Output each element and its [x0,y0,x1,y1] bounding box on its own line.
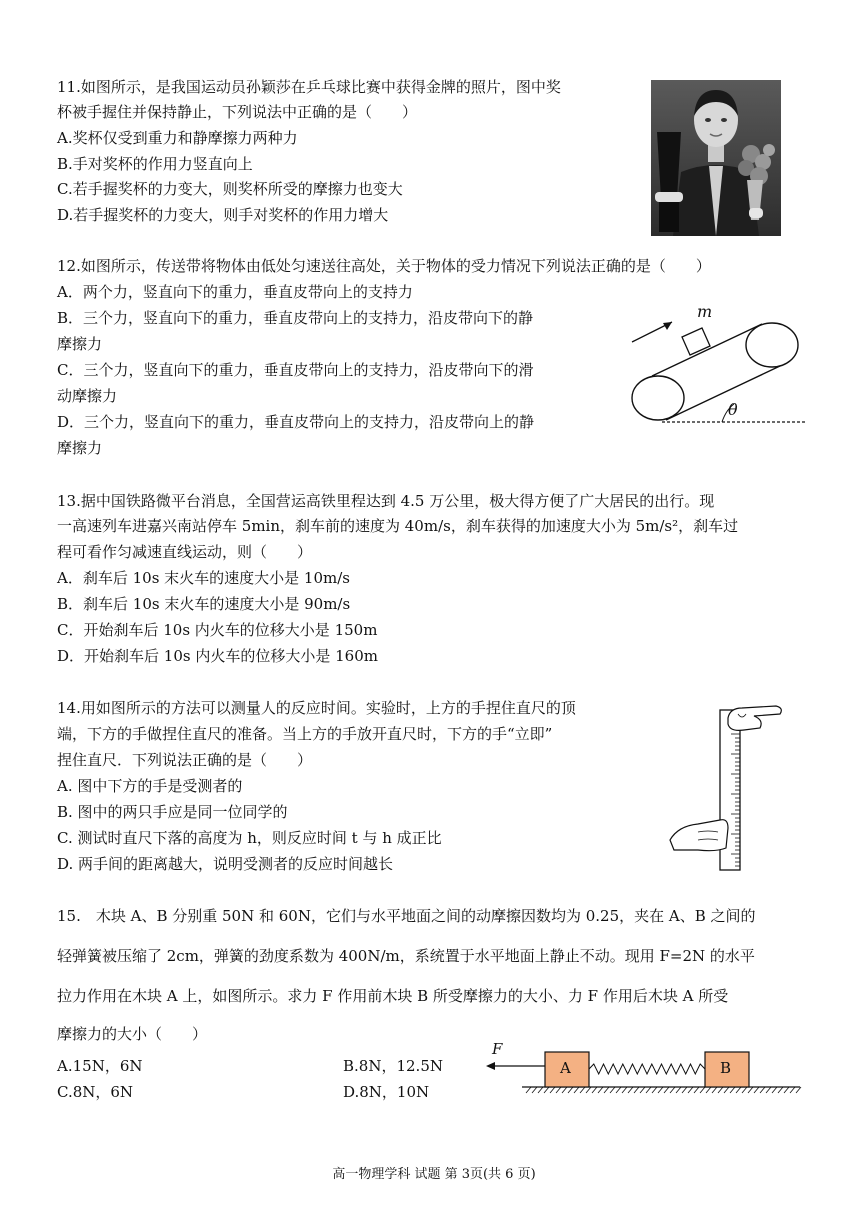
q13-option-c: C．开始刹车后 10s 内火车的位移大小是 150m [57,621,378,639]
q13-stem-line-2: 一高速列车进嘉兴南站停车 5min，刹车前的速度为 40m/s，刹车获得的加速度大小为 5m/s²，刹车过 [57,517,739,535]
q11-stem-line-1: 11.如图所示，是我国运动员孙颖莎在乒乓球比赛中获得金牌的照片，图中奖 [57,78,561,96]
q12-option-c-cont: 动摩擦力 [57,387,118,405]
q11-option-a: A.奖杯仅受到重力和静摩擦力两种力 [57,129,298,147]
conveyor-belt-diagram [622,300,812,434]
block-b-label: B [720,1059,732,1077]
q15-option-d: D.8N，10N [343,1083,430,1101]
q13-stem-line-3: 程可看作匀减速直线运动，则（ ） [57,543,313,561]
q15-stem-line-3: 拉力作用在木块 A 上，如图所示。求力 F 作用前木块 B 所受摩擦力的大小、力 F 作用后木块 A 所受 [57,987,729,1005]
q12-option-c: C．三个力，竖直向下的重力，垂直皮带向上的支持力，沿皮带向下的滑 [57,361,534,379]
blocks-spring-diagram [482,1040,812,1100]
q15-option-a: A.15N，6N [57,1057,143,1075]
q15-option-b: B.8N，12.5N [343,1057,443,1075]
block-a-label: A [560,1059,571,1077]
q14-stem-line-2: 端，下方的手做捏住直尺的准备。当上方的手放开直尺时，下方的手“立即” [57,725,553,743]
q14-option-b: B. 图中的两只手应是同一位同学的 [57,803,288,821]
q12-option-b-cont: 摩擦力 [57,335,103,353]
angle-label: θ [728,400,738,419]
q15-stem-line-1: 15. 木块 A、B 分别重 50N 和 60N，它们与水平地面之间的动摩擦因数均为 0.25，夹在 A、B 之间的 [57,907,756,925]
q11-stem-line-2: 杯被手握住并保持静止，下列说法中正确的是（ ） [57,103,418,121]
q11-option-d: D.若手握奖杯的力变大，则手对奖杯的作用力增大 [57,206,389,224]
q15-stem-line-2: 轻弹簧被压缩了 2cm，弹簧的劲度系数为 400N/m，系统置于水平地面上静止不动。现用 F=2N 的水平 [57,947,755,965]
q12-option-b: B．三个力，竖直向下的重力，垂直皮带向上的支持力，沿皮带向下的静 [57,309,534,327]
q12-option-d: D．三个力，竖直向下的重力，垂直皮带向上的支持力，沿皮带向上的静 [57,413,535,431]
q14-option-c: C. 测试时直尺下落的高度为 h，则反应时间 t 与 h 成正比 [57,829,442,847]
q15-stem-line-4: 摩擦力的大小（ ） [57,1025,208,1043]
q14-option-d: D. 两手间的距离越大，说明受测者的反应时间越长 [57,855,394,873]
force-label: F [492,1040,503,1058]
q13-option-d: D．开始刹车后 10s 内火车的位移大小是 160m [57,647,378,665]
q12-option-d-cont: 摩擦力 [57,439,103,457]
q11-option-b: B.手对奖杯的作用力竖直向上 [57,155,253,173]
q14-stem-line-3: 捏住直尺．下列说法正确的是（ ） [57,751,313,769]
q13-option-a: A．刹车后 10s 末火车的速度大小是 10m/s [57,569,350,587]
q12-option-a: A．两个力，竖直向下的重力，垂直皮带向上的支持力 [57,283,413,301]
q12-stem-line-1: 12.如图所示，传送带将物体由低处匀速送往高处，关于物体的受力情况下列说法正确的是（ ） [57,257,711,275]
q11-option-c: C.若手握奖杯的力变大，则奖杯所受的摩擦力也变大 [57,180,403,198]
page-footer: 高一物理学科 试题 第 3页(共 6 页) [332,1167,536,1182]
athlete-photo [651,80,781,240]
q14-stem-line-1: 14.用如图所示的方法可以测量人的反应时间。实验时，上方的手捏住直尺的顶 [57,699,576,717]
q14-option-a: A. 图中下方的手是受测者的 [57,777,243,795]
q15-option-c: C.8N，6N [57,1083,134,1101]
ruler-reaction-diagram [668,700,798,879]
q13-option-b: B．刹车后 10s 末火车的速度大小是 90m/s [57,595,351,613]
mass-label: m [697,302,713,321]
q13-stem-line-1: 13.据中国铁路微平台消息，全国营运高铁里程达到 4.5 万公里，极大得方便了广大居民的出行。现 [57,492,715,510]
